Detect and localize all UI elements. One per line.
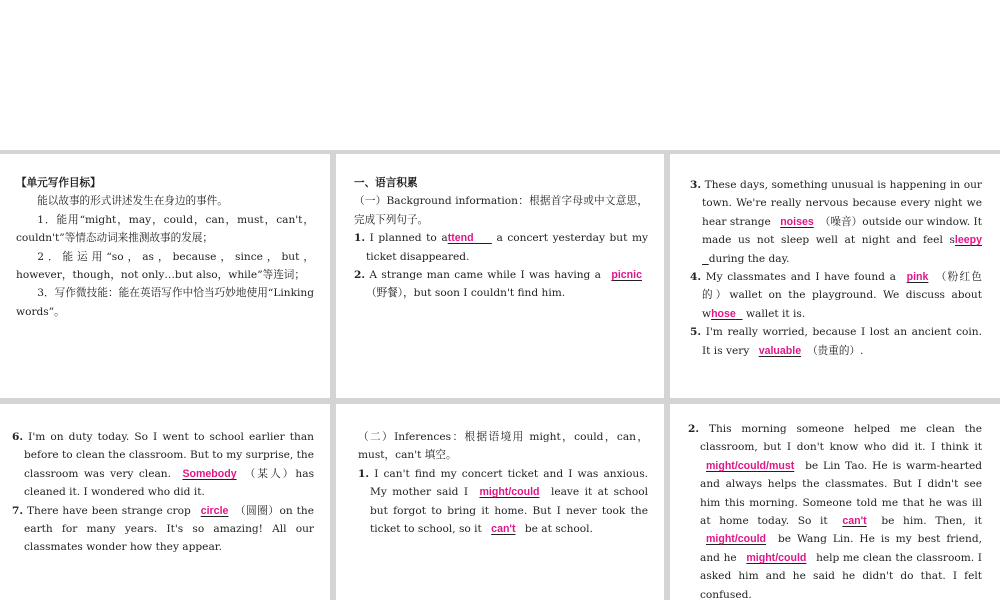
worksheet-grid	[0, 150, 1000, 600]
question-text: be at school.	[524, 523, 593, 536]
answer-blank: ttend	[447, 232, 474, 245]
question-text: （贵重的）.	[807, 344, 864, 357]
background-instruction: （一）Background information：根据首字母或中文意思，完成下列句子。	[354, 195, 648, 226]
question-text: （圆圈）on the earth for many years. It's so amazing! All our classmates wonder how they appear.	[24, 504, 314, 554]
question-text: （野餐），but soon I couldn't find him.	[366, 287, 566, 300]
writing-goal-3: 3．写作微技能：能在英语写作中恰当巧妙地使用“Linking words”。	[16, 287, 314, 318]
answer-blank: can't	[491, 523, 516, 536]
question-text: These days, something unusual is happening in our town. We're really nervous because every night we hear strange	[702, 179, 982, 228]
question-text: （粉红色的）wallet on the playground. We discuss about w	[702, 271, 982, 320]
question-text: This morning someone helped me clean the classroom, but I don't know who did it. I think it	[700, 423, 982, 454]
answer-blank: circle	[200, 504, 229, 517]
answer-blank: noises	[780, 215, 814, 228]
question-text: I'm on duty today. So I went to school earlier than before to clean the classroom. But to my surprise, the classroom was very clean.	[24, 431, 315, 480]
question-text: during the day.	[708, 252, 790, 265]
answer-blank: can't	[842, 515, 867, 528]
question-text: My classmates and I have found a	[705, 271, 896, 284]
question-text: I'm really worried, because I lost an ancient coin. It is very	[702, 326, 982, 357]
writing-goal-1: 1．能用“might，may，could，can，must，can't，couldn't”等情态动词来推测故事的发展；	[16, 213, 314, 245]
question-number: 3.	[690, 179, 702, 191]
inferences-instruction: （二）Inferences：根据语境用 might，could，can，must，can't 填空。	[358, 431, 648, 462]
answer-blank: pink	[906, 271, 929, 284]
answer-blank: might/could/must	[706, 459, 795, 472]
question-number: 2.	[688, 423, 700, 435]
question-number: 4.	[690, 271, 702, 284]
language-accumulation-panel	[336, 154, 664, 398]
answer-blank: might/could	[479, 486, 540, 499]
inferences-panel	[336, 404, 664, 600]
section-header: 一、语言积累	[354, 177, 418, 189]
question-item	[690, 268, 982, 323]
writing-goals-header: 【单元写作目标】	[16, 177, 101, 189]
question-number: 2.	[354, 269, 366, 282]
answer-blank: Somebody	[182, 467, 237, 480]
question-item	[690, 176, 982, 268]
question-number: 1.	[358, 467, 370, 480]
question-item	[12, 428, 314, 502]
question-item	[354, 229, 648, 266]
question-item	[690, 323, 982, 360]
question-text: help me clean the classroom. I asked him and he said he didn't do that. I felt confused.	[700, 551, 982, 601]
question-item	[358, 465, 648, 539]
question-number: 5.	[690, 326, 702, 339]
question-text: be Lin Tao. He is warm-hearted and always helps the classmates. But I didn't see him this morning. Someone told me that he was ill at home today. So it	[700, 459, 982, 528]
vocabulary-panel-continued	[0, 404, 330, 600]
question-number: 7.	[12, 504, 24, 517]
question-number: 6.	[12, 431, 24, 443]
answer-blank: picnic	[611, 269, 642, 282]
question-text: （噪音）outside our window. It made us not sleep well at night and feel s	[702, 215, 982, 247]
writing-goal-2: 2．能运用“so，as，because，since，but，however，though，not only…but also，while”等连词；	[16, 250, 314, 282]
answer-blank: valuable	[758, 344, 802, 357]
writing-goals-intro: 能以故事的形式讲述发生在身边的事件。	[37, 195, 228, 208]
answer-blank: leepy	[954, 234, 982, 247]
answer-blank: might/could	[746, 551, 807, 564]
question-text: （某人）has cleaned it. I wondered who did it.	[24, 467, 315, 499]
question-text: I planned to a	[369, 232, 448, 245]
question-text: I can't find my concert ticket and I was anxious. My mother said I	[370, 467, 648, 499]
question-text: be him. Then, it	[881, 515, 982, 528]
question-item	[688, 420, 982, 604]
answer-blank: hose	[711, 307, 736, 320]
inferences-panel-continued	[670, 404, 1000, 600]
question-item	[12, 502, 314, 557]
question-text: There have been strange crop	[26, 504, 191, 517]
vocabulary-panel	[670, 154, 1000, 398]
question-text: a concert yesterday but my ticket disappeared.	[366, 232, 648, 263]
writing-goals-panel	[0, 154, 330, 398]
question-text: A strange man came while I was having a	[369, 269, 601, 282]
answer-blank: might/could	[706, 533, 767, 546]
question-text: be Wang Lin. He is my best friend, and he	[700, 533, 982, 564]
question-number: 1.	[354, 232, 366, 245]
question-text: wallet it is.	[745, 307, 806, 320]
question-item	[354, 266, 648, 303]
question-text: leave it at school but forgot to bring it home. But I never took the ticket to school, so it	[370, 486, 649, 536]
